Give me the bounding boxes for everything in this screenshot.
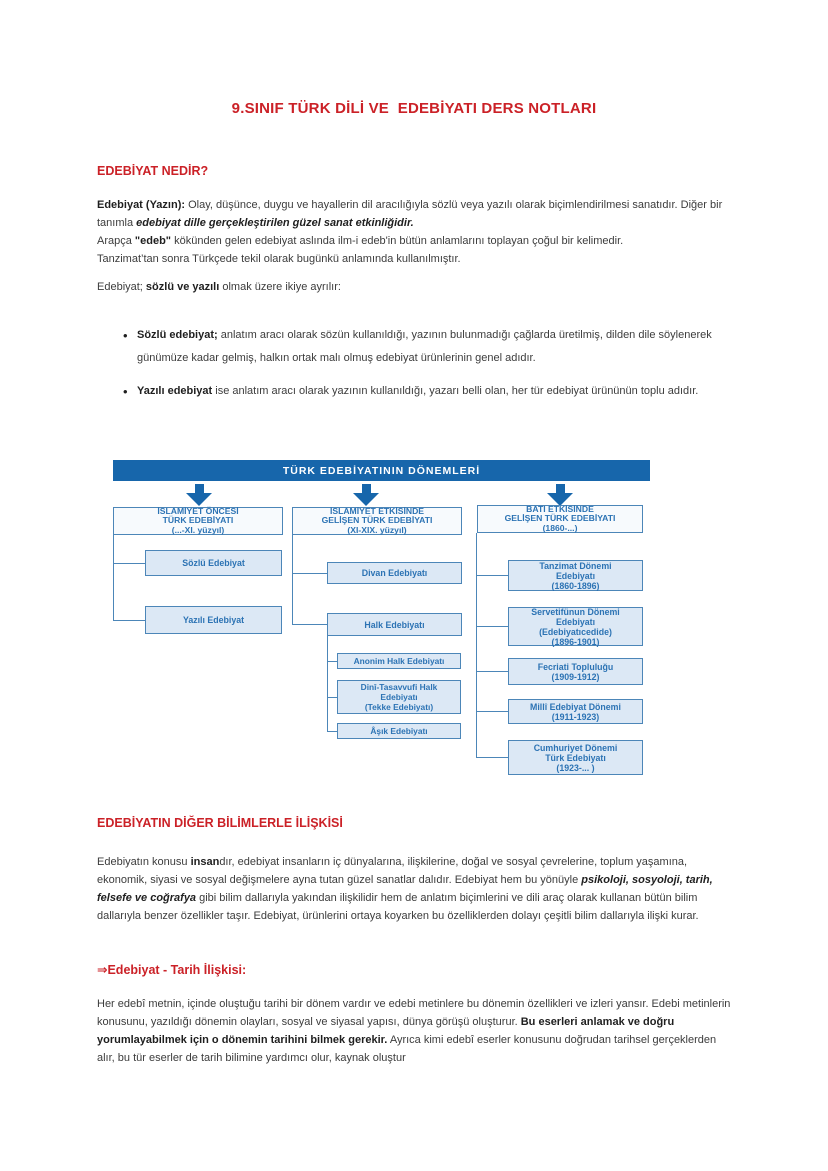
item-box-servetifunun: Servetifünun Dönemi Edebiyatı (Edebiyatıcedide) (1896-1901) xyxy=(508,607,643,646)
paragraph-definition: Edebiyat (Yazın): Olay, düşünce, duygu ve hayallerin dil aracılığıyla sözlü veya yazılı olarak biçimlendirilmesi sanatıdır. Diğer bir tanımla edebiyat dille gerçekleştirilen güzel sanat etkinliğidir. Arapça "edeb" kökünden gelen edebiyat aslında ilm-i edeb'in bütün anlamlarını toplayan çoğul bir kelimedir. Tanzimat’tan sonra Türkçede tekil olarak bugünkü anlamında kullanılmıştır. xyxy=(97,199,723,265)
diagram-title-bar: TÜRK EDEBİYATININ DÖNEMLERİ xyxy=(113,460,650,481)
item-box-republic-period: Cumhuriyet Dönemi Türk Edebiyatı (1923-... ) xyxy=(508,740,643,775)
connector-line xyxy=(476,757,508,758)
subitem-box-religious-sufi-folk: Dinî-Tasavvufi Halk Edebiyatı (Tekke Edebiyatı) xyxy=(337,680,461,714)
section-heading-history-relation: ⇒Edebiyat - Tarih İlişkisi: xyxy=(97,963,247,977)
column-header-islamic-influence: İSLAMİYET ETKİSİNDE GELİŞEN TÜRK EDEBİYATI (XI-XIX. yüzyıl) xyxy=(292,507,462,535)
connector-line xyxy=(476,671,508,672)
item-box-written-literature: Yazılı Edebiyat xyxy=(145,606,282,634)
connector-line xyxy=(327,661,337,662)
connector-line xyxy=(113,620,145,621)
bullet-icon: • xyxy=(123,384,128,399)
list-item-oral-literature: • Sözlü edebiyat; anlatım aracı olarak sözün kullanıldığı, yazının bulunmadığı çağlarda üretilmiş, dilden dile söylenerek günümüze kadar gelmiş, halkın ortak malı olmuş edebiyat ürünlerinin genel adıdır. xyxy=(97,324,727,370)
connector-line xyxy=(292,535,293,624)
paragraph-history-relation: Her edebî metnin, içinde oluştuğu tarihi bir dönem vardır ve edebi metinlere bu dönemin özellikleri ve izleri yansır. Edebi metinlerin konusunu, yazıldığı dönemin olayları, sosyal ve siyasal yapısı, dünya görüşü oluşturur. Bu eserleri anlamak ve doğru yorumlayabilmek için o dönemin tarihini bilmek gerekir. Ayrıca kimi edebî eserler konusunu doğrudan tarihsel gerçeklerden alır, bu tür eserler de tarih bilimine yardımcı olur, kaynak oluştur xyxy=(97,998,731,1064)
down-arrow-icon xyxy=(353,484,379,506)
connector-line xyxy=(476,533,477,758)
connector-line xyxy=(327,636,328,731)
item-box-divan-literature: Divan Edebiyatı xyxy=(327,562,462,584)
paragraph-two-kinds: Edebiyat; sözlü ve yazılı olmak üzere ikiye ayrılır: xyxy=(97,281,341,293)
periods-diagram xyxy=(113,460,650,782)
down-arrow-icon xyxy=(186,484,212,506)
connector-line xyxy=(292,624,327,625)
page-title: 9.SINIF TÜRK DİLİ VE EDEBİYATI DERS NOTLARI xyxy=(231,100,597,117)
paragraph-relations: Edebiyatın konusu insandır, edebiyat insanların iç dünyalarına, ilişkilerine, doğal ve sosyal çevrelerine, toplum yaşamına, ekonomik, siyasi ve sosyal değişmelere ayna tutan güzel sanatlar dalıdır. Edebiyat hem bu yönüyle psikoloji, sosyoloji, tarih, felsefe ve coğrafya gibi bilim dallarıyla yakından ilişkilidir hem de anlatım biçimlerini ve dili araç olarak kullanan bütün bilim dallarıyla benzer özellikler taşır. Edebiyat, ürünlerini ortaya koyarken bu özelliklerden dolayı çeşitli bilim dallarıyla ilişki kurar. xyxy=(97,856,713,922)
column-header-western-influence: BATI ETKİSİNDE GELİŞEN TÜRK EDEBİYATI (1860-...) xyxy=(477,505,643,533)
column-header-pre-islamic: İSLAMİYET ÖNCESİ TÜRK EDEBİYATI (...-XI. yüzyıl) xyxy=(113,507,283,535)
bullet-icon: • xyxy=(123,328,128,343)
section-heading-what-is-literature: EDEBİYAT NEDİR? xyxy=(97,164,209,178)
term-lead: Edebiyat (Yazın): xyxy=(97,199,189,211)
item-box-folk-literature: Halk Edebiyatı xyxy=(327,613,462,636)
item-box-fecriati: Fecriati Topluluğu (1909-1912) xyxy=(508,658,643,685)
connector-line xyxy=(113,563,145,564)
connector-line xyxy=(113,535,114,620)
subitem-box-anonymous-folk: Anonim Halk Edebiyatı xyxy=(337,653,461,669)
connector-line xyxy=(292,573,327,574)
connector-line xyxy=(476,575,508,576)
connector-line xyxy=(476,711,508,712)
section-heading-relations: EDEBİYATIN DİĞER BİLİMLERLE İLİŞKİSİ xyxy=(97,816,343,830)
subitem-box-minstrel: Âşık Edebiyatı xyxy=(337,723,461,739)
item-box-tanzimat: Tanzimat Dönemi Edebiyatı (1860-1896) xyxy=(508,560,643,591)
down-arrow-icon xyxy=(547,484,573,506)
item-box-oral-literature: Sözlü Edebiyat xyxy=(145,550,282,576)
bullet-list xyxy=(97,324,727,413)
list-item-written-literature: • Yazılı edebiyat ise anlatım aracı olarak yazının kullanıldığı, yazarı belli olan, her tür edebiyat ürününün toplu adıdır. xyxy=(97,380,727,403)
connector-line xyxy=(476,626,508,627)
connector-line xyxy=(327,731,337,732)
connector-line xyxy=(327,697,337,698)
item-box-national-literature: Millî Edebiyat Dönemi (1911-1923) xyxy=(508,699,643,724)
